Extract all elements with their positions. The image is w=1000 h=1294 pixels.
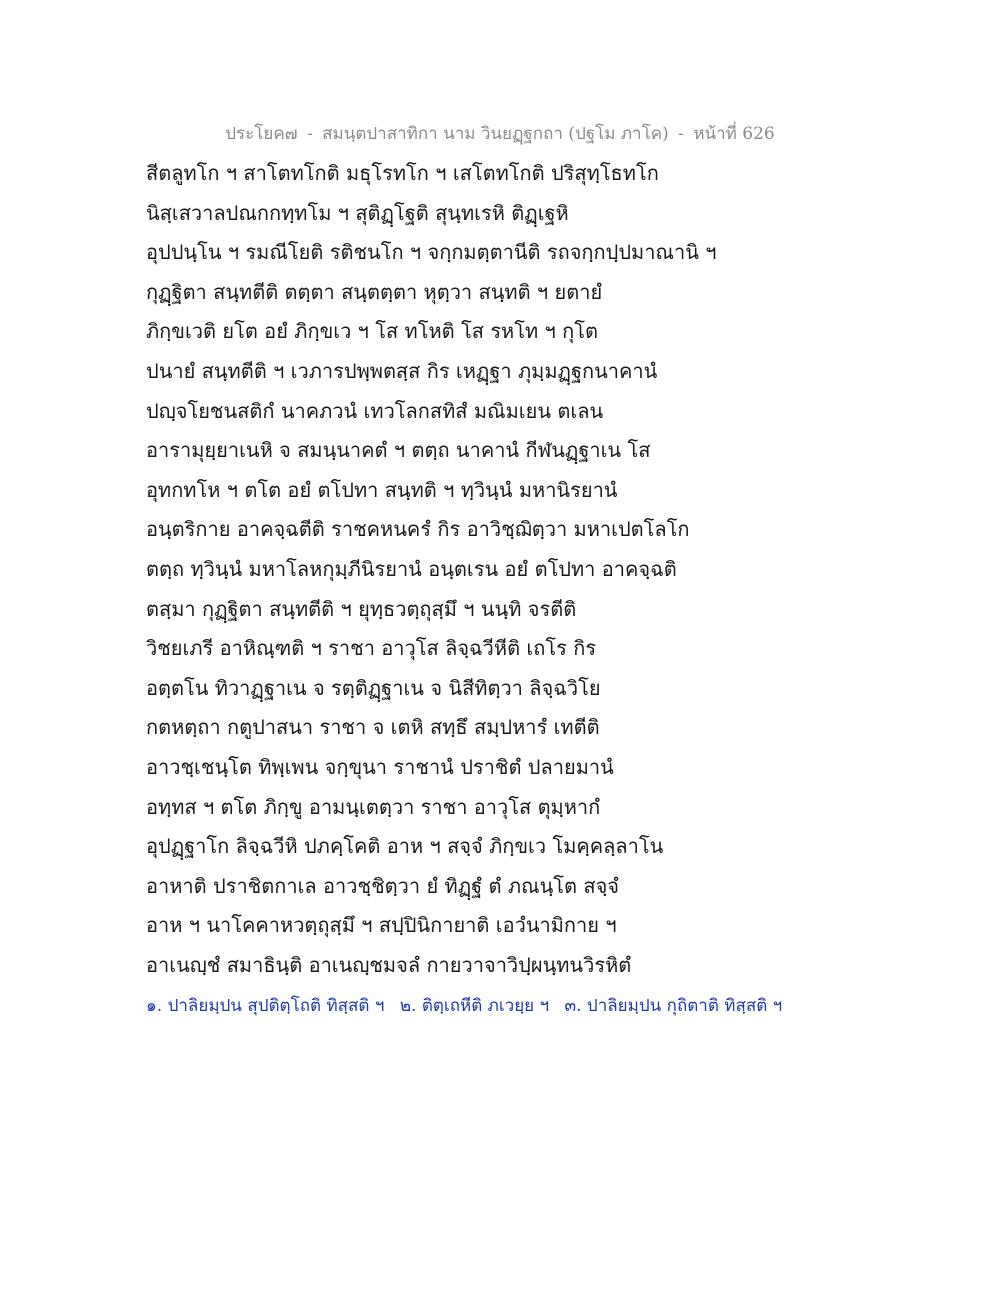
body-text — [146, 156, 866, 987]
text-line: อาห ฯ นาโคคาหวตฺถุสฺมึ ฯ สปฺปินิกายาติ เอวํนามิกาย ฯ — [146, 913, 617, 938]
text-line: ปญฺจโยชนสติกํ นาคภวนํ เทวโลกสทิสํ มณิมเยน ตเลน — [146, 398, 604, 423]
text-line: อาวชฺเชนฺโต ทิพฺเพน จกฺขุนา ราชานํ ปราชิตํ ปลายมานํ — [146, 754, 614, 779]
text-line: กุฏฺฐิตา สนฺทตีติ ตตฺตา สนฺตตฺตา หุตฺวา สนฺทติ ฯ ยตายํ — [146, 279, 603, 304]
text-line: อุปปนฺโน ฯ รมณีโยติ รติชนโก ฯ จกฺกมตฺตานีติ รถจกฺกปฺปมาณานิ ฯ — [146, 240, 717, 265]
header-page-number: หน้าที่ 626 — [693, 124, 775, 144]
text-line: กตหตฺถา กตูปาสนา ราชา จ เตหิ สทฺธึ สมฺปหารํ เทตีติ — [146, 715, 600, 740]
header-book: ประโยค๗ — [225, 124, 298, 144]
text-line: อาหาติ ปราชิตกาเล อาวชฺชิตฺวา ยํ ทิฏฺฐํ ตํ ภณนฺโต สจฺจํ — [146, 873, 620, 898]
text-line: ตตฺถ ทฺวินฺนํ มหาโลหกุมฺภีนิรยานํ อนฺตเรน อยํ ตโปทา อาคจฺฉติ — [146, 556, 677, 581]
header-separator: - — [678, 124, 684, 144]
text-line: อาเนญฺชํ สมาธินฺติ อาเนญฺชมจลํ กายวาจาวิปฺผนฺทนวิรหิตํ — [146, 952, 632, 977]
text-line: อารามุยฺยาเนหิ จ สมนฺนาคตํ ฯ ตตฺถ นาคานํ กีฬนฏฺฐาเน โส — [146, 438, 651, 463]
running-header — [0, 120, 1000, 148]
text-line: อตฺตโน ทิวาฏฺฐาเน จ รตฺติฏฺฐาเน จ นิสีทิตฺวา ลิจฺฉวิโย — [146, 675, 601, 700]
footnote-1: ๑. ปาลิยมฺปน สุปติตฺโถติ ทิสฺสติ ฯ — [146, 996, 385, 1016]
text-line: อุทกทโห ฯ ตโต อยํ ตโปทา สนฺทติ ฯ ทฺวินฺนํ มหานิรยานํ — [146, 477, 618, 502]
text-line: วิชยเภรี อาหิณฺฑติ ฯ ราชา อาวุโส ลิจฺฉวีหีติ เถโร กิร — [146, 636, 597, 661]
header-separator: - — [306, 124, 313, 144]
text-line: สีตลูทโก ฯ สาโตทโกติ มธุโรทโก ฯ เสโตทโกติ ปริสุทฺโธทโก — [146, 161, 659, 185]
text-line: นิสฺเสวาลปณกกทฺทโม ฯ สุติฏฺโฐติ สุนฺทเรหิ ติฏฺเฐหิ — [146, 200, 569, 225]
footnotes — [146, 992, 866, 1020]
text-line: ตสฺมา กุฏฺฐิตา สนฺทตีติ ฯ ยุทฺธวตฺถุสฺมึ ฯ นนฺทิ จรตีติ — [146, 596, 577, 621]
footnote-3: ๓. ปาลิยมฺปน กุถิตาติ ทิสฺสติ ฯ — [564, 996, 783, 1016]
text-line: อุปฏฺฐาโก ลิจฺฉวีหิ ปภคฺโคติ อาห ฯ สจฺจํ ภิกฺขเว โมคฺคลฺลาโน — [146, 834, 664, 859]
footnote-2: ๒. ติตฺเถหีติ ภเวยฺย ฯ — [399, 996, 550, 1016]
text-line: อนฺตริกาย อาคจฺฉตีติ ราชคหนครํ กิร อาวิชฺฌิตฺวา มหาเปตโลโก — [146, 517, 690, 542]
text-line: ปนายํ สนฺทตีติ ฯ เวภารปพฺพตสฺส กิร เหฏฺฐา ภุมฺมฏฺฐกนาคานํ — [146, 358, 658, 383]
header-title: สมนฺตปาสาทิกา นาม วินยฏฺฐกถา (ปฐโม ภาโค) — [322, 124, 669, 144]
text-line: ภิกฺขเวติ ยโต อยํ ภิกฺขเว ฯ โส ทโหติ โส รหโท ฯ กุโต — [146, 319, 598, 344]
text-line: อทฺทส ฯ ตโต ภิกฺขู อามนฺเตตฺวา ราชา อาวุโส ตุมฺหากํ — [146, 794, 601, 819]
